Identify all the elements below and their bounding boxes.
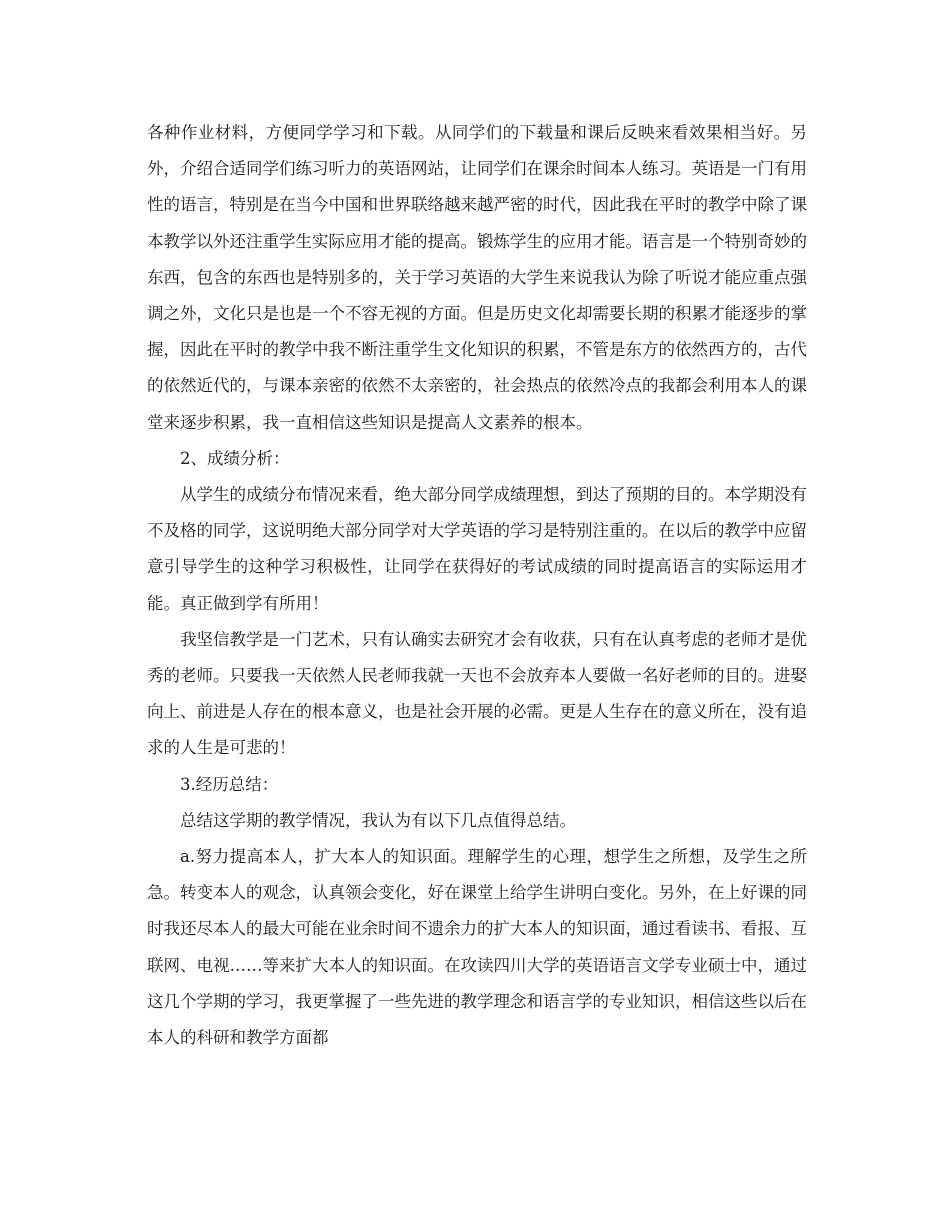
paragraph-teaching-art: 我坚信教学是一门艺术，只有认确实去研究才会有收获，只有在认真考虑的老师才是优秀的老师。只要我一天依然人民老师我就一天也不会放弃本人要做一名好老师的目的。进娶向上、前进是人存在的根本意义，也是社会开展的必需。更是人生存在的意义所在，没有追求的人生是可悲的！ bbox=[147, 629, 807, 758]
document-body bbox=[147, 115, 807, 1056]
heading-experience-summary: 3.经历总结： bbox=[180, 774, 279, 794]
paragraph-grade-distribution: 从学生的成绩分布情况来看，绝大部分同学成绩理想，到达了预期的目的。本学期没有不及格的同学，这说明绝大部分同学对大学英语的学习是特别注重的。在以后的教学中应留意引导学生的这种学习积极性，让同学在获得好的考试成绩的同时提高语言的实际运用才能。真正做到学有所用！ bbox=[147, 485, 807, 613]
paragraph-point-a: a.努力提高本人，扩大本人的知识面。理解学生的心理，想学生之所想，及学生之所急。转变本人的观念，认真领会变化，好在课堂上给学生讲明白变化。另外，在上好课的同时我还尽本人的最大可能在业余时间不遗余力的扩大本人的知识面，通过看读书、看报、互联网、电视……等来扩大本人的知识面。在攻读四川大学的英语语言文学专业硕士中，通过这几个学期的学习，我更掌握了一些先进的教学理念和语言学的专业知识，相信这些以后在本人的科研和教学方面都 bbox=[147, 847, 807, 1048]
paragraph-teaching-materials: 各种作业材料，方便同学学习和下载。从同学们的下载量和课后反映来看效果相当好。另外，介绍合适同学们练习听力的英语网站，让同学们在课余时间本人练习。英语是一门有用性的语言，特别是在当今中国和世界联络越来越严密的时代，因此我在平时的教学中除了课本教学以外还注重学生实际应用才能的提高。锻炼学生的应用才能。语言是一个特别奇妙的东西，包含的东西也是特别多的，关于学习英语的大学生来说我认为除了听说才能应重点强调之外，文化只是也是一个不容无视的方面。但是历史文化却需要长期的积累才能逐步的掌握，因此在平时的教学中我不断注重学生文化知识的积累，不管是东方的依然西方的，古代的依然近代的，与课本亲密的依然不太亲密的，社会热点的依然冷点的我都会利用本人的课堂来逐步积累，我一直相信这些知识是提高人文素养的根本。 bbox=[147, 123, 807, 432]
heading-grade-analysis: 2、成绩分析： bbox=[180, 448, 290, 468]
paragraph-summary-intro: 总结这学期的教学情况，我认为有以下几点值得总结。 bbox=[180, 810, 576, 830]
